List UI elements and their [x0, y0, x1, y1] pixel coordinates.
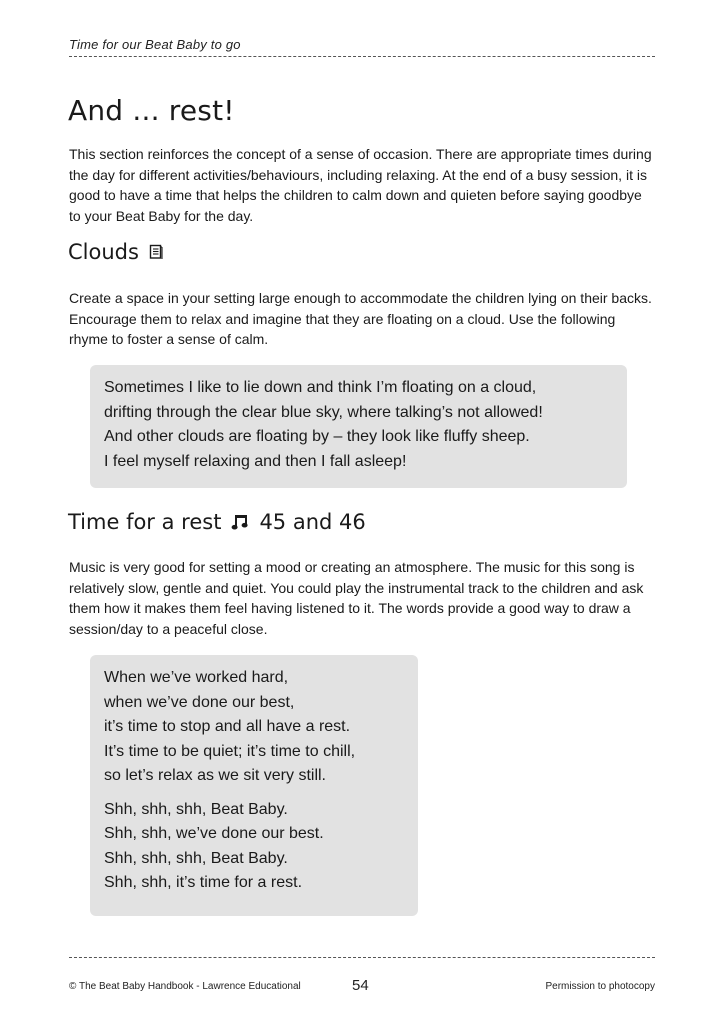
chorus-line: Shh, shh, shh, Beat Baby.: [104, 800, 288, 818]
running-header: Time for our Beat Baby to go: [69, 37, 655, 57]
copyright-notice: © The Beat Baby Handbook - Lawrence Educational: [69, 981, 301, 992]
chorus-line: Shh, shh, it’s time for a rest.: [104, 874, 303, 891]
stanza-gap: [104, 789, 404, 798]
time-for-rest-heading-label: Time for a rest: [68, 510, 222, 534]
verse-line: so let’s relax as we sit very still.: [104, 767, 326, 784]
clouds-paragraph: Create a space in your setting large enough to accommodate the children lying on their backs. Encourage them to relax and imagine that they are floating on a cloud. Use the following rhyme to foster a sense of calm.: [69, 290, 652, 347]
verse-line: it’s time to stop and all have a rest.: [104, 718, 351, 735]
track-numbers: 45 and 46: [259, 510, 366, 534]
rhyme-line: And other clouds are floating by – they look like fluffy sheep.: [104, 428, 530, 445]
time-for-rest-paragraph: Music is very good for setting a mood or creating an atmosphere. The music for this song is relatively slow, gentle and quiet. You could play the instrumental track to the children and ask them how it makes them feel having listened to it. The words provide a good way to draw a session/day to a peaceful close.: [69, 559, 644, 637]
page-footer: [69, 957, 655, 994]
page-number: 54: [352, 977, 369, 994]
rhyme-line: Sometimes I like to lie down and think I’m floating on a cloud,: [104, 379, 537, 396]
clouds-heading: [68, 240, 163, 264]
chorus-line: Shh, shh, shh, Beat Baby.: [104, 849, 288, 867]
rhyme-line: I feel myself relaxing and then I fall asleep!: [104, 452, 407, 470]
clouds-rhyme-box: [90, 365, 627, 488]
permission-notice: Permission to photocopy: [545, 981, 655, 992]
rhyme-line: drifting through the clear blue sky, where talking’s not allowed!: [104, 403, 543, 421]
verse-line: It’s time to be quiet; it’s time to chill,: [104, 742, 356, 760]
verse-line: When we’ve worked hard,: [104, 669, 289, 686]
music-note-icon: [231, 513, 249, 531]
verse-line: when we’ve done our best,: [104, 693, 295, 711]
chorus-line: Shh, shh, we’ve done our best.: [104, 825, 324, 842]
clouds-heading-label: Clouds: [68, 240, 139, 264]
intro-paragraph: This section reinforces the concept of a sense of occasion. There are appropriate times during the day for different activities/behaviours, including relaxing. At the end of a busy session, it is good to have a time that helps the children to calm down and quieten before saying goodbye to your Beat Baby for the day.: [69, 146, 652, 224]
song-lyrics-box: [90, 655, 418, 916]
book-icon: [149, 244, 163, 260]
time-for-rest-heading: [68, 510, 366, 534]
page-title: And ... rest!: [68, 94, 235, 127]
